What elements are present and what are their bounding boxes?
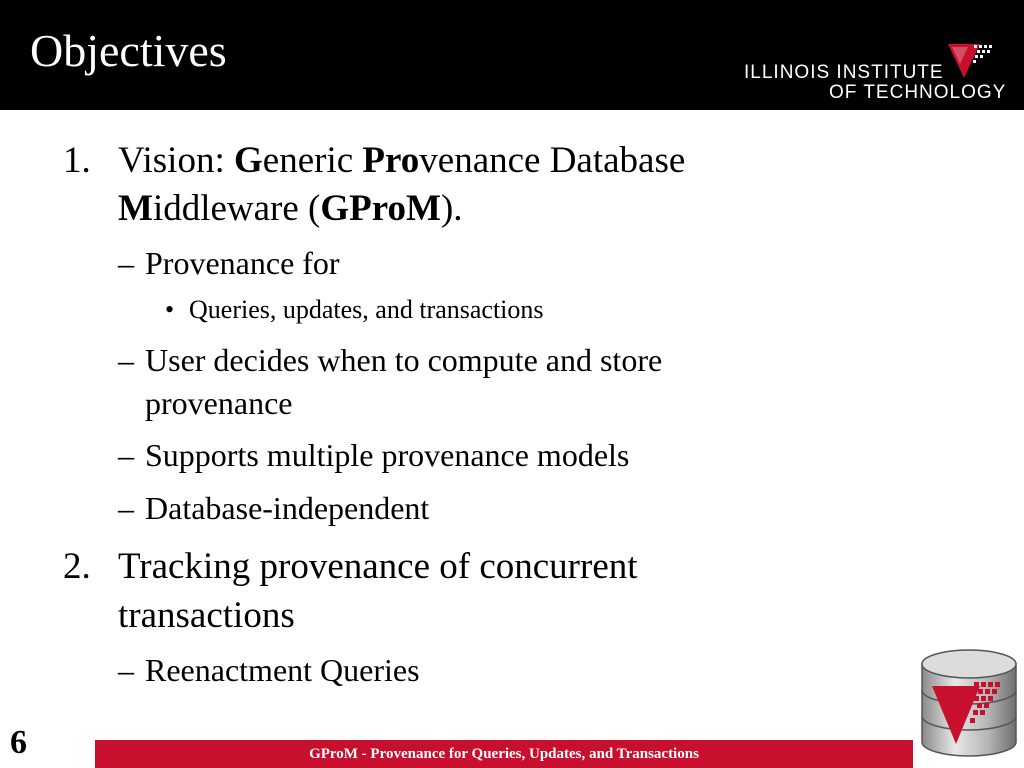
item-1-text-eneric: eneric [262, 140, 363, 181]
sub-1-dash: – [118, 245, 134, 281]
footer-bar [95, 740, 913, 768]
logo-text-line2: OF TECHNOLOGY [829, 82, 1007, 103]
slide-header [0, 0, 1024, 110]
sub-4-text: Database-independent [145, 490, 430, 526]
item-1-bold-g: G [234, 140, 263, 181]
sub-2-dash: – [118, 342, 134, 378]
sub-3-text: Supports multiple provenance models [145, 437, 630, 473]
iit-logo [740, 40, 1020, 110]
sub-5-dash: – [118, 652, 134, 688]
item-2-number: 2. [63, 546, 91, 587]
sub-2-line2: provenance [145, 385, 293, 421]
item-2-line1: Tracking provenance of concurrent [118, 546, 638, 587]
item-1-line1 [118, 142, 685, 179]
item-1-prefix: Vision: [118, 140, 234, 181]
item-1-text-iddleware: iddleware ( [152, 188, 321, 229]
item-1-number: 1. [63, 140, 91, 181]
sub-3-dash: – [118, 437, 134, 473]
item-1-bold-m: M [118, 188, 153, 229]
item-1-bold-gprom: GProM [320, 188, 441, 229]
sub-2-line1: User decides when to compute and store [145, 342, 663, 378]
item-1-text-close: ). [440, 188, 463, 229]
sub-4-dash: – [118, 490, 134, 526]
item-2-line2: transactions [118, 595, 295, 636]
iit-logo-mark-icon [940, 42, 1010, 82]
sub-1-text: Provenance for [145, 245, 340, 281]
sub-5-text: Reenactment Queries [145, 652, 420, 688]
sub-sub-1-text: Queries, updates, and transactions [189, 295, 544, 324]
page-number: 6 [10, 724, 27, 761]
slide-title: Objectives [30, 25, 227, 76]
sub-sub-1-bullet: • [165, 295, 175, 324]
database-icon [918, 648, 1020, 760]
item-1-bold-pro: Pro [362, 140, 420, 181]
footer-text: GProM - Provenance for Queries, Updates, and Transactions [309, 746, 699, 762]
item-1-line2 [118, 190, 463, 227]
logo-text-line1: ILLINOIS INSTITUTE [744, 62, 944, 83]
item-1-text-venance: venance Database [419, 140, 686, 181]
